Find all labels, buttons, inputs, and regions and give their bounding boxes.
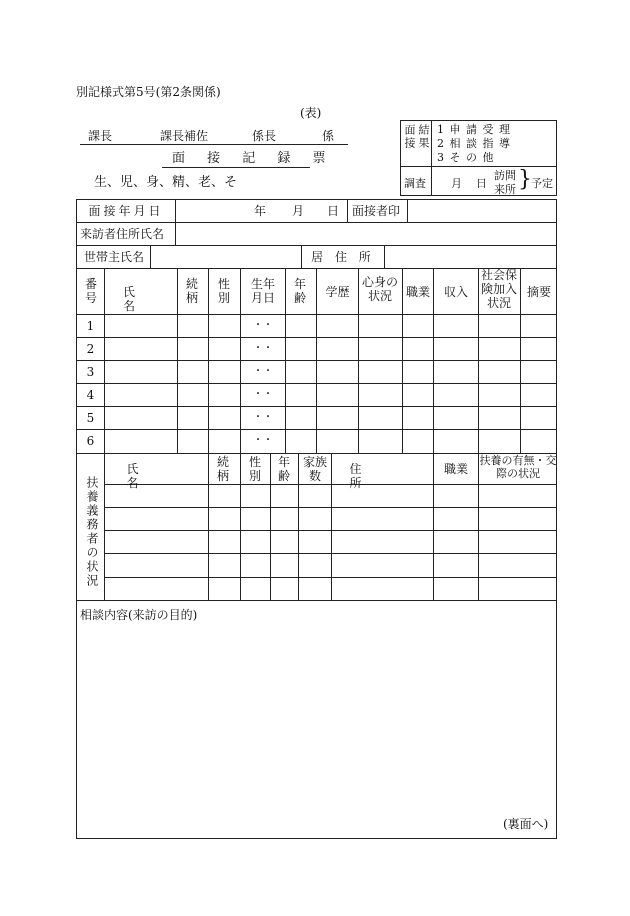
right-brace-icon: }: [518, 167, 532, 192]
side-label: (表): [300, 106, 322, 120]
result-label-kekka: 結果: [417, 124, 430, 150]
header-nenrei: 年齢: [293, 277, 306, 305]
sup-header-fuyo: 扶養の有無・交際の状況: [479, 454, 557, 480]
approval-kakari: 係: [322, 129, 335, 143]
chosa-month: 月: [451, 177, 462, 190]
sup-header-jusho: 住 所: [349, 462, 416, 490]
header-gakureki: 学歴: [325, 285, 350, 299]
date-day: 日: [327, 204, 340, 218]
visitor-label: 来訪者住所氏名: [80, 227, 165, 241]
dob-dots: ・・: [253, 389, 273, 400]
row-number: 2: [86, 342, 95, 356]
householder-label: 世帯主氏名: [84, 250, 145, 264]
sup-header-nenrei: 年齢: [277, 455, 290, 483]
dob-dots: ・・: [253, 366, 273, 377]
header-birthdate: 生年月日: [250, 277, 275, 305]
result-option-1: 1 申 請 受 理: [437, 123, 511, 136]
visitor-field[interactable]: [176, 223, 556, 244]
interview-date-label: 面接年月日: [88, 204, 164, 218]
date-year: 年: [254, 204, 267, 218]
consultation-field[interactable]: [78, 626, 555, 812]
interviewer-seal-field[interactable]: [408, 200, 556, 221]
sup-header-zokugara: 続柄: [216, 455, 229, 483]
dob-dots: ・・: [253, 435, 273, 446]
homon-label: 訪問: [494, 169, 516, 182]
document-title: 面 接 記 録 票: [172, 151, 335, 166]
residence-field[interactable]: [385, 246, 556, 267]
header-bango: 番号: [84, 277, 97, 305]
supporters-side-label: 扶養義務者の状況: [85, 476, 99, 588]
sup-header-kazokusu: 家族数: [302, 455, 327, 483]
yotei-label: 予定: [531, 177, 553, 190]
sup-header-shokugyo: 職業: [443, 462, 468, 476]
dob-dots: ・・: [253, 412, 273, 423]
approval-kacho: 課長: [88, 129, 113, 143]
chosa-day: 日: [476, 177, 487, 190]
row-number: 5: [86, 411, 95, 425]
dob-dots: ・・: [253, 320, 273, 331]
header-tekiyo: 摘要: [526, 285, 551, 299]
header-seibetsu: 性別: [217, 277, 230, 305]
header-shinshin: 心身の状況: [361, 275, 398, 303]
sup-header-shimei: 氏 名: [126, 462, 187, 490]
approval-kakaricho: 係長: [252, 129, 277, 143]
row-number: 4: [86, 388, 95, 402]
header-shimei: 氏 名: [122, 285, 159, 313]
sup-header-seibetsu: 性別: [248, 455, 261, 483]
row-number: 6: [86, 434, 95, 448]
continued-note: (裏面へ): [503, 817, 549, 831]
householder-field[interactable]: [151, 246, 300, 267]
raisho-label: 来所: [494, 183, 516, 196]
approval-underline: [80, 144, 348, 145]
consultation-label: 相談内容(来訪の目的): [80, 608, 198, 622]
category-list: 生、児、身、精、老、そ: [94, 175, 238, 190]
title-underline: [162, 167, 310, 168]
result-option-3: 3 そ の 他: [437, 151, 495, 164]
result-option-2: 2 相 談 指 導: [437, 137, 511, 150]
header-zokugara: 続柄: [185, 277, 198, 305]
header-shunyu: 収入: [443, 285, 468, 299]
result-label-mensetsu: 面接: [403, 124, 416, 150]
approval-kacho-hosa: 課長補佐: [160, 129, 209, 143]
row-number: 1: [86, 319, 95, 333]
residence-label: 居 住 所: [311, 250, 375, 264]
form-number: 別記様式第5号(第2条関係): [76, 85, 221, 99]
interviewer-seal-label: 面接者印: [352, 204, 401, 218]
row-number: 3: [86, 365, 95, 379]
date-month: 月: [292, 204, 305, 218]
dob-dots: ・・: [253, 343, 273, 354]
chosa-label: 調査: [404, 177, 426, 190]
header-shokugyo: 職業: [405, 285, 430, 299]
header-shakaihoken: 社会保険加入状況: [481, 268, 518, 310]
